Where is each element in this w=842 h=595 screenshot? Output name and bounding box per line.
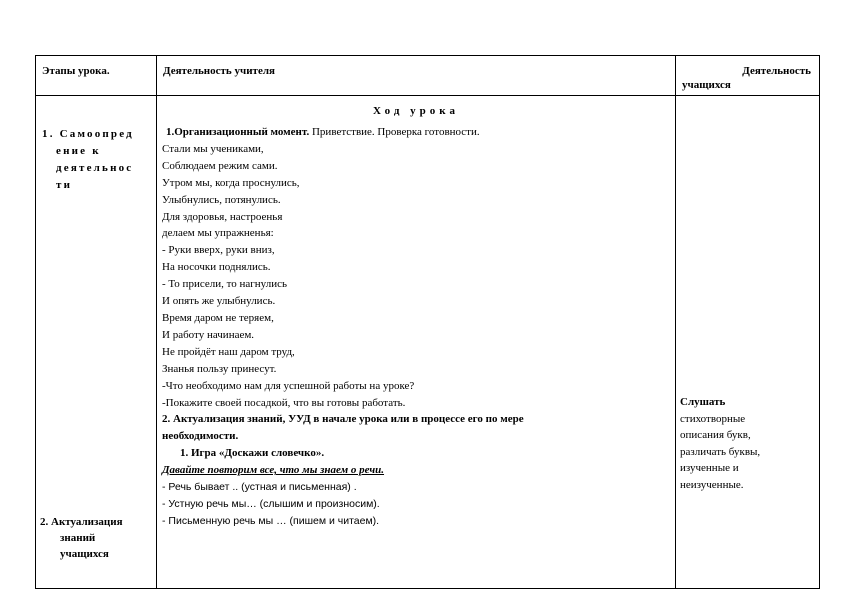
students-line: описания букв, bbox=[680, 429, 751, 441]
teacher-line-bold: 1.Организационный момент. bbox=[166, 126, 310, 138]
teacher-line: Давайте повторим все, что мы знаем о речи. bbox=[162, 464, 385, 477]
stage-1-line: деятельнос bbox=[56, 162, 134, 174]
students-line: неизученные. bbox=[680, 478, 744, 491]
students-line: изученные и bbox=[680, 462, 739, 474]
teacher-text bbox=[162, 124, 675, 530]
teacher-line: Стали мы учениками, bbox=[162, 142, 264, 155]
header-stage-text: Этапы урока. bbox=[42, 65, 110, 77]
header-teacher-text: Деятельность учителя bbox=[163, 65, 275, 77]
stage-2-line: 2. Актуализация bbox=[40, 516, 123, 528]
stage-1-line: ение к bbox=[56, 145, 101, 157]
students-line: стихотворные bbox=[680, 412, 746, 425]
stage-2-line: учащихся bbox=[60, 548, 109, 560]
teacher-line: необходимости. bbox=[162, 430, 239, 443]
stage-1 bbox=[42, 126, 154, 194]
teacher-line: -Что необходимо нам для успешной работы на уроке? bbox=[162, 379, 415, 392]
teacher-line: Улыбнулись, потянулись. bbox=[162, 193, 281, 206]
teacher-line: делаем мы упражненья: bbox=[162, 227, 274, 240]
header-teacher bbox=[157, 56, 676, 96]
teacher-line: Не пройдёт наш даром труд, bbox=[162, 345, 295, 358]
teacher-line: 1. Игра «Доскажи словечко». bbox=[180, 447, 325, 460]
teacher-line: - То присели, то нагнулись bbox=[162, 278, 287, 291]
teacher-line bbox=[162, 124, 675, 141]
stage-2-line: знаний bbox=[60, 532, 96, 544]
lesson-table bbox=[35, 55, 820, 589]
header-stage bbox=[36, 56, 157, 96]
header-students-line1: Деятельность bbox=[742, 65, 811, 77]
header-students bbox=[676, 56, 820, 96]
table-header-row bbox=[36, 56, 820, 96]
teacher-line: Соблюдаем режим сами. bbox=[162, 159, 278, 172]
stage-1-line: ти bbox=[56, 179, 73, 191]
students-line: Слушать bbox=[680, 396, 726, 408]
stage-2 bbox=[40, 514, 152, 562]
table-body-row bbox=[36, 96, 820, 589]
stage-1-line: 1. Самоопред bbox=[42, 128, 134, 140]
teacher-line: - Письменную речь мы … (пишем и читаем). bbox=[162, 514, 380, 527]
teacher-line: 2. Актуализация знаний, УУД в начале урока или в процессе его по мере bbox=[162, 413, 524, 426]
teacher-line: Время даром не теряем, bbox=[162, 311, 274, 324]
teacher-line: -Покажите своей посадкой, что вы готовы работать. bbox=[162, 396, 406, 409]
students-line: различать буквы, bbox=[680, 445, 761, 458]
header-students-line2: учащихся bbox=[682, 79, 731, 91]
students-cell bbox=[676, 96, 820, 589]
students-text bbox=[680, 394, 790, 493]
teacher-line: - Устную речь мы… (слышим и произносим). bbox=[162, 497, 380, 510]
stage-cell bbox=[36, 96, 157, 589]
teacher-line-rest: Приветствие. Проверка готовности. bbox=[309, 126, 480, 138]
teacher-line: На носочки поднялись. bbox=[162, 261, 271, 274]
teacher-line: И опять же улыбнулись. bbox=[162, 295, 276, 308]
teacher-line: - Руки вверх, руки вниз, bbox=[162, 244, 275, 257]
teacher-line: Знанья пользу принесут. bbox=[162, 362, 277, 375]
teacher-line: И работу начинаем. bbox=[162, 328, 255, 341]
teacher-line: - Речь бывает .. (устная и письменная) . bbox=[162, 481, 357, 494]
teacher-cell bbox=[157, 96, 676, 589]
teacher-line: Для здоровья, настроенья bbox=[162, 210, 283, 223]
lesson-title: Ход урока bbox=[373, 105, 459, 117]
teacher-line: Утром мы, когда проснулись, bbox=[162, 176, 300, 189]
